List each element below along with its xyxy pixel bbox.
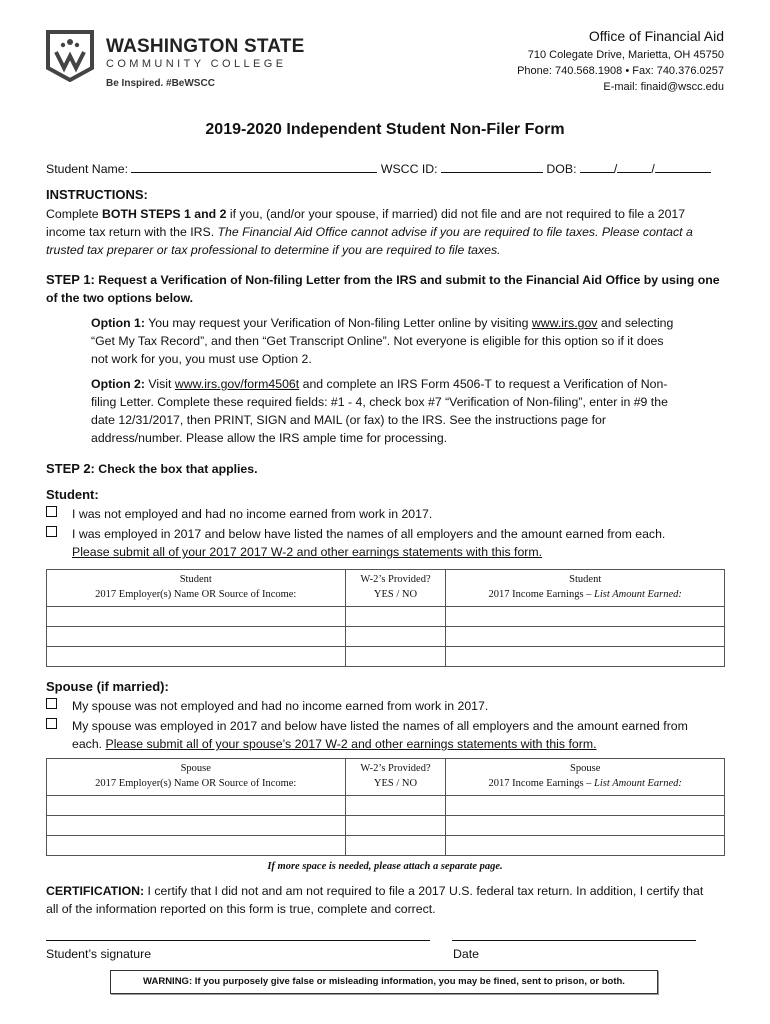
student-income-table bbox=[46, 569, 725, 667]
dob-separator: / bbox=[613, 162, 618, 176]
option1-line-3: not work for you, you must use Option 2. bbox=[91, 352, 312, 366]
table-row bbox=[47, 647, 725, 667]
dob-day-field[interactable] bbox=[617, 160, 651, 173]
office-phone-fax: Phone: 740.568.1908 • Fax: 740.376.0257 bbox=[517, 65, 724, 77]
step2-label: STEP 2: bbox=[46, 461, 95, 476]
table-row bbox=[47, 816, 725, 836]
w2-column-header: W-2’s Provided? YES / NO bbox=[345, 759, 446, 796]
college-tagline: Be Inspired. #BeWSCC bbox=[106, 78, 215, 89]
dob-separator: / bbox=[651, 162, 655, 176]
earnings-input[interactable] bbox=[446, 647, 728, 668]
certification-line-1 bbox=[46, 882, 726, 900]
employer-input[interactable] bbox=[47, 836, 349, 857]
table-row bbox=[47, 836, 725, 856]
option2-label: Option 2: bbox=[91, 377, 145, 391]
irs-form4506t-link[interactable]: www.irs.gov/form4506t bbox=[174, 377, 300, 391]
employer-input[interactable] bbox=[47, 816, 349, 837]
step2-line bbox=[46, 460, 726, 478]
option2-line-1 bbox=[91, 375, 711, 393]
employer-input[interactable] bbox=[47, 607, 349, 628]
spouse-employed-label-2 bbox=[72, 735, 722, 753]
office-contact bbox=[517, 47, 724, 95]
student-not-employed-label: I was not employed and had no income earned from work in 2017. bbox=[72, 507, 433, 521]
student-employed-checkbox[interactable] bbox=[46, 526, 57, 537]
wscc-id-field[interactable] bbox=[441, 160, 543, 173]
table-row bbox=[47, 627, 725, 647]
office-address: 710 Colegate Drive, Marietta, OH 45750 bbox=[527, 49, 724, 61]
date-field[interactable] bbox=[452, 940, 696, 941]
student-signature-field[interactable] bbox=[46, 940, 430, 941]
instructions-line-1 bbox=[46, 205, 726, 223]
instructions-line-3 bbox=[46, 241, 726, 259]
spouse-not-employed-label: My spouse was not employed and had no income earned from work in 2017. bbox=[72, 699, 489, 713]
instructions-line-2 bbox=[46, 223, 726, 241]
student-section-heading: Student: bbox=[46, 487, 99, 502]
w2-column-header: W-2’s Provided? YES / NO bbox=[345, 570, 446, 607]
earnings-column-header: Student 2017 Income Earnings – List Amount Earned: bbox=[446, 570, 725, 607]
option1-line-2: “Get My Tax Record”, and then “Get Transcript Online”. Not everyone is eligible for this option so if it does bbox=[91, 334, 664, 348]
instructions-bold: BOTH STEPS 1 and 2 bbox=[102, 207, 227, 221]
spouse-employed-label-1: My spouse was employed in 2017 and below have listed the names of all employers and the amount earned from bbox=[72, 719, 688, 733]
instructions-text: Complete bbox=[46, 207, 103, 221]
college-subtitle: COMMUNITY COLLEGE bbox=[106, 58, 287, 70]
warning-box: WARNING: If you purposely give false or misleading information, you may be fined, sent to prison, or both. bbox=[110, 970, 658, 994]
dob-month-field[interactable] bbox=[580, 160, 614, 173]
student-name-label: Student Name: bbox=[46, 162, 129, 176]
spouse-submit-note: Please submit all of your spouse’s 2017 W-2 and other earnings statements with this form. bbox=[105, 737, 597, 751]
option1-text: and selecting bbox=[597, 316, 674, 330]
college-name: WASHINGTON STATE bbox=[106, 36, 305, 57]
option1-label: Option 1: bbox=[91, 316, 145, 330]
date-label: Date bbox=[453, 947, 479, 961]
certification-label: CERTIFICATION: bbox=[46, 884, 145, 898]
employer-column-header: Student 2017 Employer(s) Name OR Source of Income: bbox=[47, 570, 346, 607]
step1-line-1 bbox=[46, 271, 726, 289]
wscc-id-label: WSCC ID: bbox=[380, 162, 438, 176]
student-info-row bbox=[46, 160, 726, 178]
option2-line-4: address/number. Please allow the IRS ample time for processing. bbox=[91, 431, 448, 445]
spouse-employed-checkbox[interactable] bbox=[46, 718, 57, 729]
w2-input[interactable] bbox=[346, 796, 450, 817]
employer-column-header: Spouse 2017 Employer(s) Name OR Source of Income: bbox=[47, 759, 346, 796]
table-header-row bbox=[47, 759, 725, 796]
w2-input[interactable] bbox=[346, 816, 450, 837]
spouse-not-employed-checkbox[interactable] bbox=[46, 698, 57, 709]
employer-input[interactable] bbox=[47, 627, 349, 648]
step1-text: Request a Verification of Non-filing Letter from the IRS and submit to the Financial Aid Office by using one bbox=[94, 273, 720, 287]
earnings-input[interactable] bbox=[446, 796, 728, 817]
college-logo-icon bbox=[44, 28, 96, 82]
irs-gov-link[interactable]: www.irs.gov bbox=[531, 316, 598, 330]
spouse-employed-text: each. bbox=[72, 737, 106, 751]
earnings-input[interactable] bbox=[446, 627, 728, 648]
office-name: Office of Financial Aid bbox=[588, 28, 724, 44]
w2-input[interactable] bbox=[346, 627, 450, 648]
certification-line-2: all of the information reported on this form is true, complete and correct. bbox=[46, 902, 436, 916]
student-employed-label: I was employed in 2017 and below have listed the names of all employers and the amount earned from each. bbox=[72, 527, 666, 541]
employer-input[interactable] bbox=[47, 796, 349, 817]
option1-text: You may request your Verification of Non-filing Letter online by visiting bbox=[144, 316, 532, 330]
instructions-heading: INSTRUCTIONS: bbox=[46, 187, 148, 202]
earnings-input[interactable] bbox=[446, 836, 728, 857]
option1-line-1 bbox=[91, 314, 711, 332]
step1-label: STEP 1: bbox=[46, 272, 95, 287]
instructions-text: if you, (and/or your spouse, if married) did not file and are not required to file a 2017 bbox=[226, 207, 686, 221]
w2-input[interactable] bbox=[346, 607, 450, 628]
table-row bbox=[47, 607, 725, 627]
certification-text: I certify that I did not and am not required to file a 2017 U.S. federal tax return. In addition, I certify that bbox=[144, 884, 704, 898]
earnings-column-header: Spouse 2017 Income Earnings – List Amount Earned: bbox=[446, 759, 725, 796]
student-submit-note: Please submit all of your 2017 2017 W-2 and other earnings statements with this form. bbox=[72, 545, 543, 559]
instructions-italic: The Financial Aid Office cannot advise if you are required to file taxes. Please contact a bbox=[217, 225, 693, 239]
w2-input[interactable] bbox=[346, 836, 450, 857]
student-name-field[interactable] bbox=[131, 160, 377, 173]
option2-line-3: date 12/31/2017, then PRINT, SIGN and MAIL (or fax) to the IRS. See the instructions page for bbox=[91, 413, 606, 427]
table-row bbox=[47, 796, 725, 816]
earnings-input[interactable] bbox=[446, 607, 728, 628]
spouse-income-table bbox=[46, 758, 725, 856]
option2-line-2: filing Letter. Complete these required fields: #1 - 4, check box #7 “Verification of Non-filing”, enter in #9 the bbox=[91, 395, 668, 409]
instructions-text: income tax return with the IRS. bbox=[46, 225, 218, 239]
step2-text: Check the box that applies. bbox=[94, 462, 258, 476]
employer-input[interactable] bbox=[47, 647, 349, 668]
form-title: 2019-2020 Independent Student Non-Filer Form bbox=[205, 121, 565, 138]
option2-text: Visit bbox=[144, 377, 175, 391]
table-header-row bbox=[47, 570, 725, 607]
student-not-employed-checkbox[interactable] bbox=[46, 506, 57, 517]
spouse-section-heading: Spouse (if married): bbox=[46, 679, 169, 694]
dob-label: DOB: bbox=[546, 162, 577, 176]
earnings-input[interactable] bbox=[446, 816, 728, 837]
step1-line-2: of the two options below. bbox=[46, 291, 194, 305]
extra-space-note: If more space is needed, please attach a separate page. bbox=[267, 861, 503, 872]
option2-text: and complete an IRS Form 4506-T to request a Verification of Non- bbox=[299, 377, 668, 391]
office-email: E-mail: finaid@wscc.edu bbox=[603, 81, 724, 93]
dob-year-field[interactable] bbox=[655, 160, 711, 173]
w2-input[interactable] bbox=[346, 647, 450, 668]
instructions-italic: trusted tax preparer or tax professional to determine if you are required to file taxes. bbox=[46, 243, 501, 257]
student-signature-label: Student’s signature bbox=[46, 947, 152, 961]
